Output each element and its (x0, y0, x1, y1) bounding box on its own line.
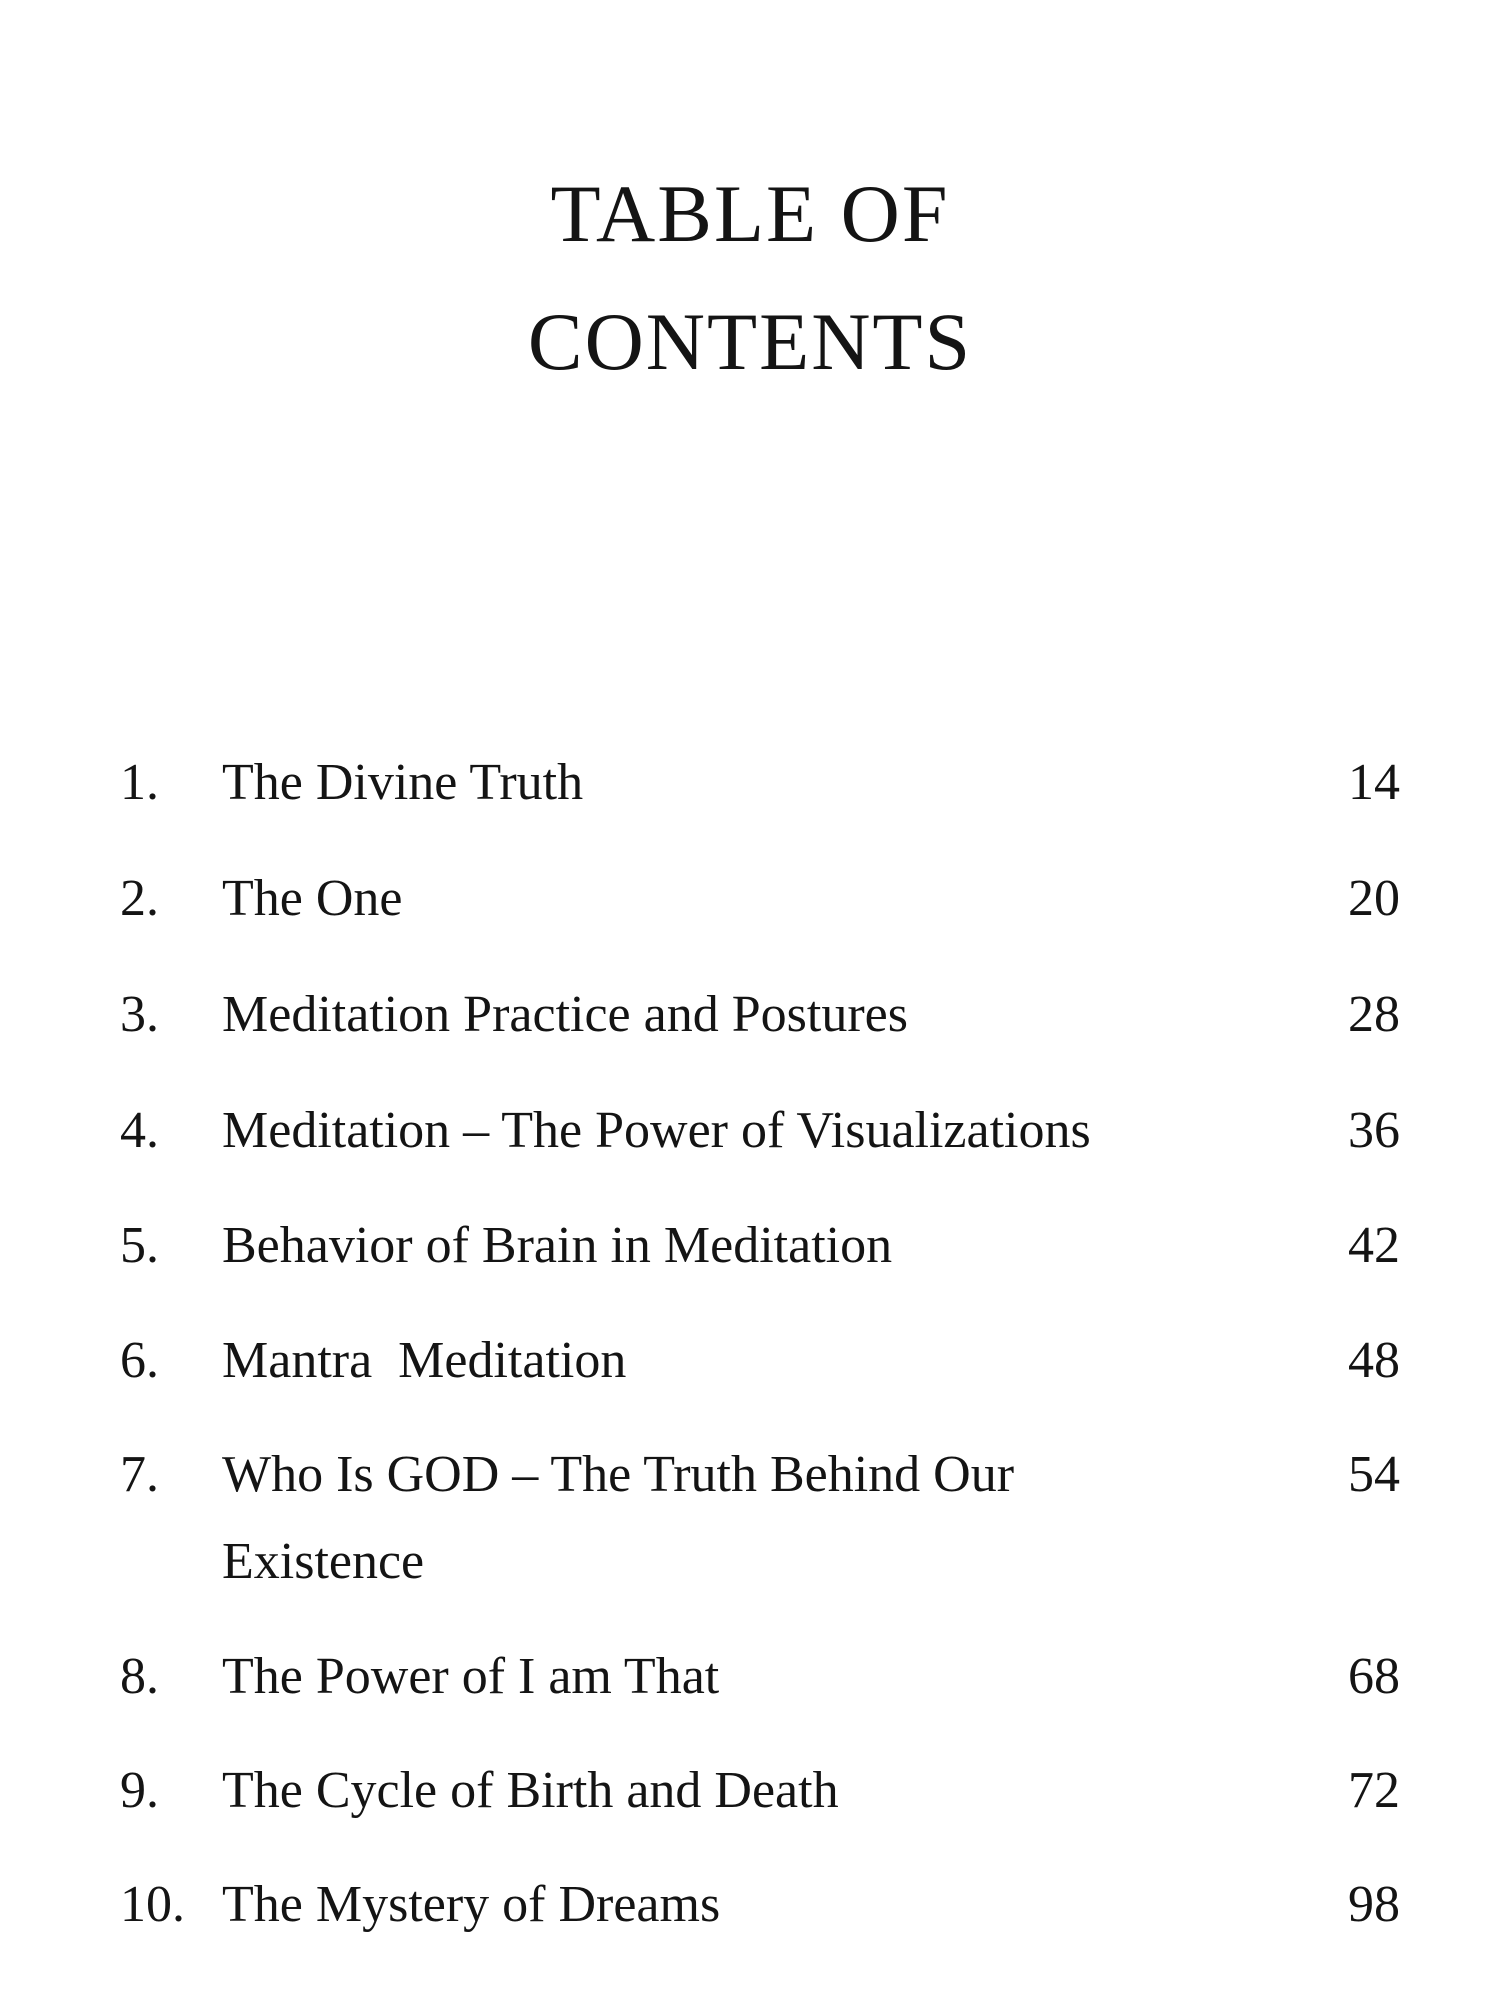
page-number: 68 (1348, 1648, 1400, 1705)
chapter-title: Meditation Practice and Postures (222, 986, 908, 1043)
chapter-title (222, 1432, 1182, 1604)
chapter-number: 9. (120, 1762, 159, 1819)
chapter-number: 7. (120, 1446, 159, 1503)
chapter-title: Behavior of Brain in Meditation (222, 1217, 893, 1274)
chapter-number: 10. (120, 1876, 185, 1933)
page-number: 54 (1348, 1446, 1400, 1503)
page-number: 36 (1348, 1102, 1400, 1159)
page-number: 42 (1348, 1217, 1400, 1274)
page-number: 20 (1348, 870, 1400, 927)
chapter-number: 8. (120, 1648, 159, 1705)
title-line-2: CONTENTS (527, 296, 973, 387)
chapter-number: 6. (120, 1332, 159, 1389)
page-number: 98 (1348, 1876, 1400, 1933)
chapter-number: 4. (120, 1102, 159, 1159)
page-number: 14 (1348, 754, 1400, 811)
chapter-title: Mantra Meditation (222, 1332, 627, 1389)
page-number: 72 (1348, 1762, 1400, 1819)
chapter-title: Meditation – The Power of Visualizations (222, 1102, 1091, 1159)
chapter-title: The Mystery of Dreams (222, 1876, 721, 1933)
chapter-title-line-2: Existence (222, 1533, 425, 1590)
chapter-number: 5. (120, 1217, 159, 1274)
chapter-title-line-1: Who Is GOD – The Truth Behind Our (222, 1446, 1015, 1503)
chapter-number: 1. (120, 754, 159, 811)
page-number: 48 (1348, 1332, 1400, 1389)
chapter-number: 3. (120, 986, 159, 1043)
chapter-title: The Power of I am That (222, 1648, 720, 1705)
chapter-number: 2. (120, 870, 159, 927)
title-line-1: TABLE OF (550, 168, 950, 259)
page-number: 28 (1348, 986, 1400, 1043)
chapter-title: The One (222, 870, 403, 927)
chapter-title: The Cycle of Birth and Death (222, 1762, 839, 1819)
chapter-title: The Divine Truth (222, 754, 584, 811)
